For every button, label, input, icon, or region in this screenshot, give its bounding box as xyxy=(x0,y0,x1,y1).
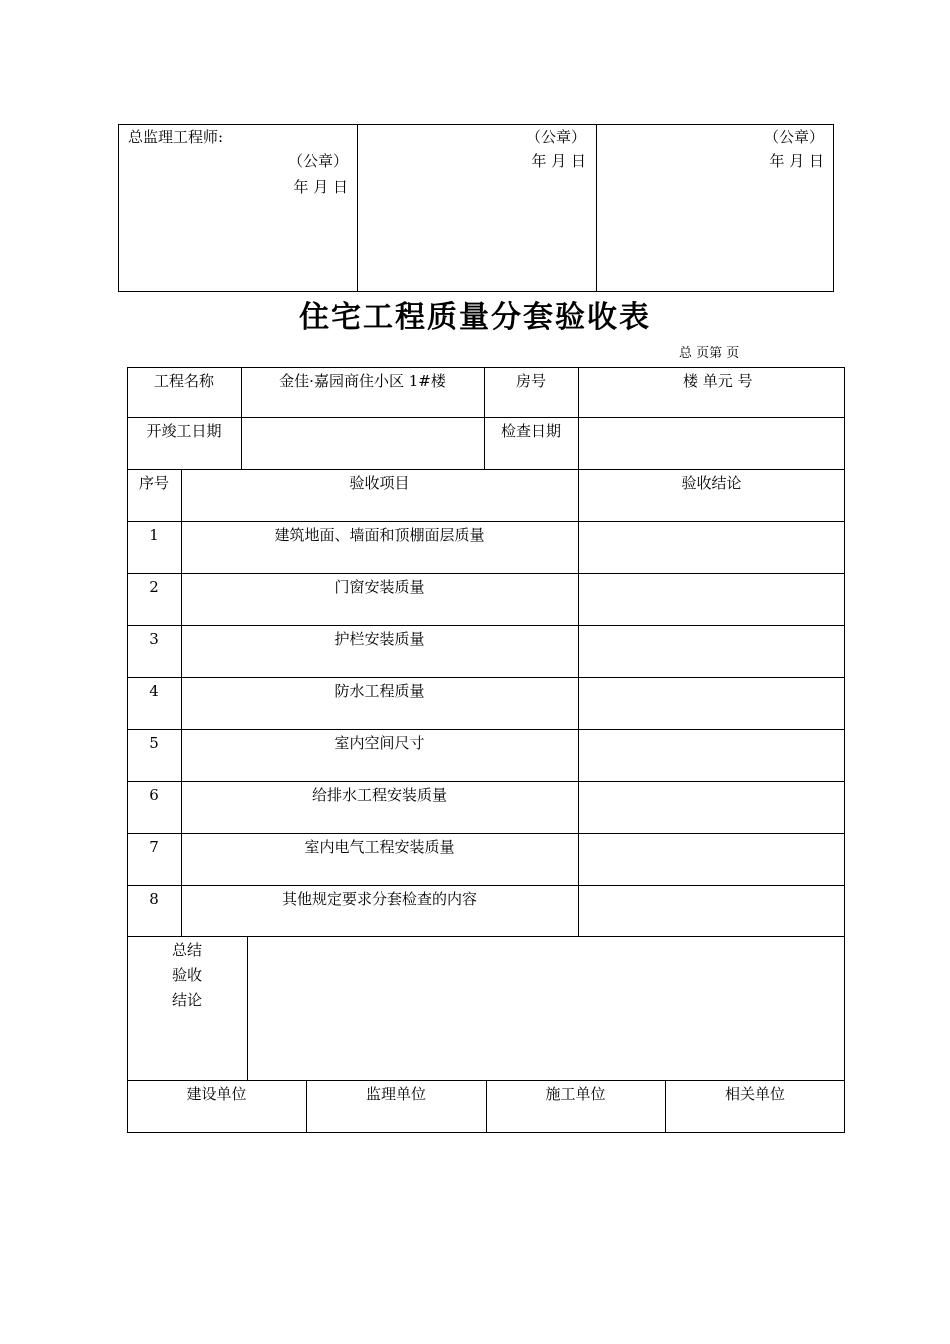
item-seq: 2 xyxy=(149,578,159,596)
room-no-label: 房号 xyxy=(515,372,546,390)
row-line xyxy=(127,677,845,678)
item-name: 防水工程质量 xyxy=(334,682,425,700)
item-name: 护栏安装质量 xyxy=(334,630,425,648)
row-line xyxy=(127,729,845,730)
col-line xyxy=(578,469,579,936)
row-line xyxy=(127,885,845,886)
seal-label: （公章） xyxy=(525,128,586,146)
item-seq: 7 xyxy=(149,838,159,856)
col-line xyxy=(247,936,248,1080)
signature-table xyxy=(118,124,834,292)
row-line xyxy=(127,625,845,626)
unit-builder: 施工单位 xyxy=(545,1085,606,1103)
row-line xyxy=(127,936,845,937)
start-end-date-label: 开竣工日期 xyxy=(146,422,222,440)
room-no-value[interactable]: 楼 单元 号 xyxy=(683,372,753,390)
item-name: 室内电气工程安装质量 xyxy=(304,838,455,856)
row-line xyxy=(127,469,845,470)
item-seq: 5 xyxy=(149,734,159,752)
row-line xyxy=(127,417,845,418)
item-name: 其他规定要求分套检查的内容 xyxy=(281,890,477,908)
item-name: 给排水工程安装质量 xyxy=(311,786,447,804)
item-seq: 6 xyxy=(149,786,159,804)
date-label: 年 月 日 xyxy=(293,178,348,196)
unit-supervision: 监理单位 xyxy=(365,1085,426,1103)
divider xyxy=(596,125,597,291)
inspection-date-label: 检查日期 xyxy=(500,422,561,440)
divider xyxy=(357,125,358,291)
item-seq: 1 xyxy=(149,526,159,544)
date-label: 年 月 日 xyxy=(769,152,824,170)
item-name: 门窗安装质量 xyxy=(334,578,425,596)
form-title: 住宅工程质量分套验收表 xyxy=(299,300,651,335)
conclusion-header: 验收结论 xyxy=(681,474,742,492)
col-line xyxy=(578,367,579,469)
item-seq: 8 xyxy=(149,890,159,908)
row-line xyxy=(127,833,845,834)
item-header: 验收项目 xyxy=(349,474,410,492)
unit-construction: 建设单位 xyxy=(186,1085,247,1103)
row-line xyxy=(127,573,845,574)
project-name-label: 工程名称 xyxy=(153,372,214,390)
row-line xyxy=(127,521,845,522)
seal-label: （公章） xyxy=(287,152,348,170)
item-name: 室内空间尺寸 xyxy=(334,734,425,752)
seal-label: （公章） xyxy=(763,128,824,146)
item-seq: 4 xyxy=(149,682,159,700)
item-seq: 3 xyxy=(149,630,159,648)
summary-label-3: 结论 xyxy=(171,991,202,1009)
seq-header: 序号 xyxy=(138,474,169,492)
date-label: 年 月 日 xyxy=(531,152,586,170)
summary-label-1: 总结 xyxy=(171,941,202,959)
summary-label-2: 验收 xyxy=(171,966,202,984)
project-name-value[interactable]: 金佳·嘉园商住小区 1#楼 xyxy=(279,372,446,390)
row-line xyxy=(127,781,845,782)
unit-related: 相关单位 xyxy=(724,1085,785,1103)
page-info: 总 页第 页 xyxy=(679,346,740,361)
chief-supervisor-label: 总监理工程师: xyxy=(128,128,224,146)
item-name: 建筑地面、墙面和顶棚面层质量 xyxy=(274,526,485,544)
